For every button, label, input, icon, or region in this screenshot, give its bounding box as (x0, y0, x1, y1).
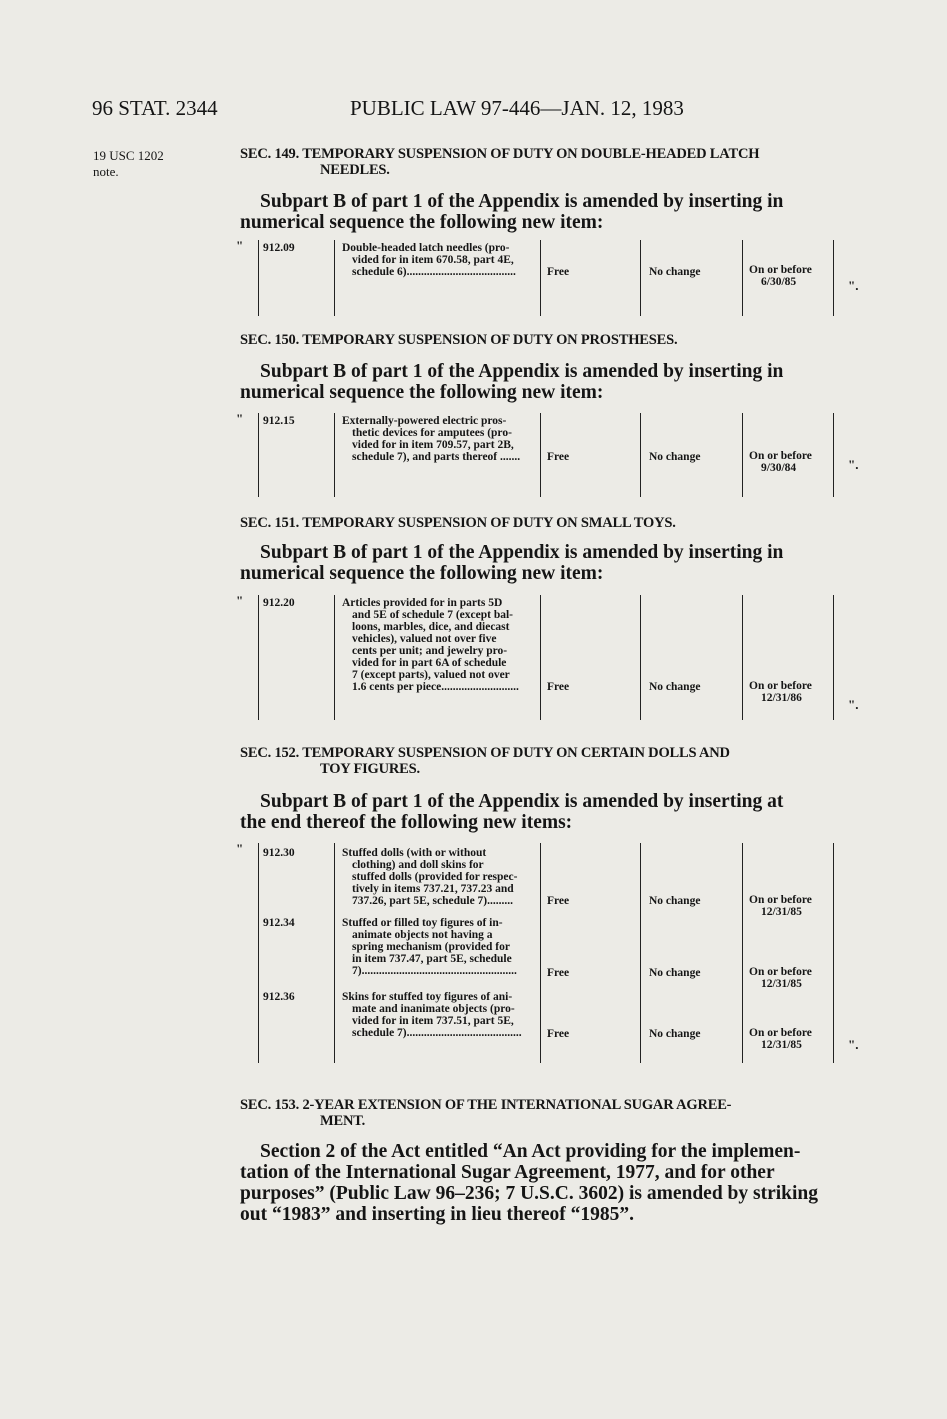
desc-line: loons, marbles, dice, and diecast (352, 621, 510, 633)
item-description (342, 917, 542, 977)
desc-line: vided for in item 670.58, part 4E, (352, 254, 514, 266)
desc-line: animate objects not having a (352, 929, 493, 941)
desc-line: vehicles), valued not over five (352, 633, 497, 645)
section-heading-152 (240, 745, 860, 777)
body-line: out “1983” and inserting in lieu thereof “1985”. (240, 1204, 634, 1225)
date-line: 12/31/85 (761, 906, 802, 918)
item-description (342, 991, 542, 1039)
heading-line: TOY FIGURES. (320, 761, 420, 777)
date-line: 9/30/84 (761, 462, 797, 474)
effective-period (749, 894, 812, 918)
open-quote: " (236, 411, 244, 426)
tariff-table-151 (236, 595, 860, 720)
rate-column-1: Free (547, 895, 570, 907)
section-body-150 (240, 361, 860, 403)
date-line: 12/31/86 (761, 692, 802, 704)
date-line: On or before (749, 264, 812, 276)
rate-column-2: No change (649, 681, 701, 693)
open-quote: " (236, 593, 244, 608)
item-number: 912.20 (263, 597, 295, 609)
item-number: 912.15 (263, 415, 295, 427)
margin-note-line: note. (93, 164, 119, 179)
rate-column-1: Free (547, 1028, 570, 1040)
section-heading-153 (240, 1097, 860, 1129)
heading-line: SEC. 149. TEMPORARY SUSPENSION OF DUTY ON DOUBLE-HEADED LATCH (240, 146, 760, 162)
item-description (342, 242, 542, 278)
rate-column-1: Free (547, 967, 570, 979)
desc-line: spring mechanism (provided for (352, 941, 510, 953)
rate-column-2: No change (649, 895, 701, 907)
body-line: Subpart B of part 1 of the Appendix is amended by inserting in (260, 542, 784, 563)
tariff-table-149 (236, 240, 860, 316)
desc-line: in item 737.47, part 5E, schedule (352, 953, 512, 965)
tariff-table-150 (236, 413, 860, 497)
date-line: On or before (749, 680, 812, 692)
section-body-151 (240, 542, 860, 584)
desc-line: stuffed dolls (provided for respec- (352, 871, 518, 883)
rate-column-1: Free (547, 451, 570, 463)
item-description (342, 415, 542, 463)
item-number: 912.09 (263, 242, 295, 254)
rate-column-1: Free (547, 681, 570, 693)
effective-period (749, 264, 812, 288)
body-line: Subpart B of part 1 of the Appendix is amended by inserting at (260, 791, 784, 812)
section-body-149 (240, 191, 860, 233)
desc-line: vided for in item 737.51, part 5E, (352, 1015, 514, 1027)
section-body-153 (240, 1141, 860, 1225)
close-quote: ". (848, 278, 859, 293)
effective-period (749, 966, 812, 990)
desc-line: schedule 7)........................................ (352, 1027, 522, 1039)
effective-period (749, 450, 812, 474)
page-reference: 96 STAT. 2344 (92, 96, 218, 120)
effective-period (749, 1027, 812, 1051)
desc-line: tively in items 737.21, 737.23 and (352, 883, 514, 895)
tariff-table-152 (236, 843, 860, 1063)
desc-line: vided for in part 6A of schedule (352, 657, 507, 669)
desc-line: thetic devices for amputees (pro- (352, 427, 512, 439)
date-line: On or before (749, 1027, 812, 1039)
desc-line: Stuffed dolls (with or without (342, 847, 487, 859)
body-line: Subpart B of part 1 of the Appendix is amended by inserting in (260, 191, 784, 212)
desc-line: vided for in item 709.57, part 2B, (352, 439, 514, 451)
desc-line: 1.6 cents per piece........................... (352, 681, 519, 693)
body-line: purposes” (Public Law 96–236; 7 U.S.C. 3602) is amended by striking (240, 1183, 819, 1204)
open-quote: " (236, 238, 244, 253)
item-number: 912.34 (263, 917, 295, 929)
date-line: On or before (749, 894, 812, 906)
desc-line: schedule 6)...................................... (352, 266, 516, 278)
section-body-152 (240, 791, 860, 833)
heading-line: NEEDLES. (320, 162, 390, 178)
desc-line: and 5E of schedule 7 (except bal- (352, 609, 513, 621)
heading-line: MENT. (320, 1113, 366, 1129)
desc-line: mate and inanimate objects (pro- (352, 1003, 515, 1015)
close-quote: ". (848, 697, 859, 712)
body-line: tation of the International Sugar Agreement, 1977, and for other (240, 1162, 775, 1183)
desc-line: Externally-powered electric pros- (342, 415, 507, 427)
heading-line: SEC. 152. TEMPORARY SUSPENSION OF DUTY ON CERTAIN DOLLS AND (240, 745, 730, 761)
desc-line: 7)...................................................... (352, 965, 517, 977)
body-line: numerical sequence the following new item: (240, 563, 604, 584)
date-line: On or before (749, 450, 812, 462)
date-line: 12/31/85 (761, 1039, 802, 1051)
open-quote: " (236, 841, 244, 856)
body-line: the end thereof the following new items: (240, 812, 573, 833)
desc-line: 7 (except parts), valued not over (352, 669, 510, 681)
item-number: 912.36 (263, 991, 295, 1003)
heading-line: SEC. 153. 2-YEAR EXTENSION OF THE INTERNATIONAL SUGAR AGREE- (240, 1097, 732, 1113)
section-heading-150: SEC. 150. TEMPORARY SUSPENSION OF DUTY ON PROSTHESES. (240, 332, 678, 348)
section-heading-149 (240, 146, 860, 178)
margin-note-line: 19 USC 1202 (93, 148, 164, 163)
date-line: On or before (749, 966, 812, 978)
rate-column-2: No change (649, 266, 701, 278)
body-line: Subpart B of part 1 of the Appendix is amended by inserting in (260, 361, 784, 382)
desc-line: Stuffed or filled toy figures of in- (342, 917, 503, 929)
desc-line: clothing) and doll skins for (352, 859, 484, 871)
rate-column-2: No change (649, 1028, 701, 1040)
rate-column-1: Free (547, 266, 570, 278)
desc-line: Skins for stuffed toy figures of ani- (342, 991, 513, 1003)
rate-column-2: No change (649, 451, 701, 463)
body-line: Section 2 of the Act entitled “An Act providing for the implemen- (260, 1141, 801, 1162)
item-description (342, 597, 542, 693)
desc-line: Double-headed latch needles (pro- (342, 242, 510, 254)
date-line: 6/30/85 (761, 276, 797, 288)
running-title: PUBLIC LAW 97-446—JAN. 12, 1983 (350, 96, 684, 120)
close-quote: ". (848, 1037, 859, 1052)
date-line: 12/31/85 (761, 978, 802, 990)
desc-line: 737.26, part 5E, schedule 7)......... (352, 895, 513, 907)
rate-column-2: No change (649, 967, 701, 979)
desc-line: Articles provided for in parts 5D (342, 597, 503, 609)
effective-period (749, 680, 812, 704)
section-heading-151: SEC. 151. TEMPORARY SUSPENSION OF DUTY ON SMALL TOYS. (240, 515, 676, 531)
item-description (342, 847, 542, 907)
desc-line: cents per unit; and jewelry pro- (352, 645, 508, 657)
desc-line: schedule 7), and parts thereof ....... (352, 451, 521, 463)
body-line: numerical sequence the following new item: (240, 212, 604, 233)
item-number: 912.30 (263, 847, 295, 859)
close-quote: ". (848, 457, 859, 472)
margin-note (93, 148, 164, 180)
body-line: numerical sequence the following new item: (240, 382, 604, 403)
